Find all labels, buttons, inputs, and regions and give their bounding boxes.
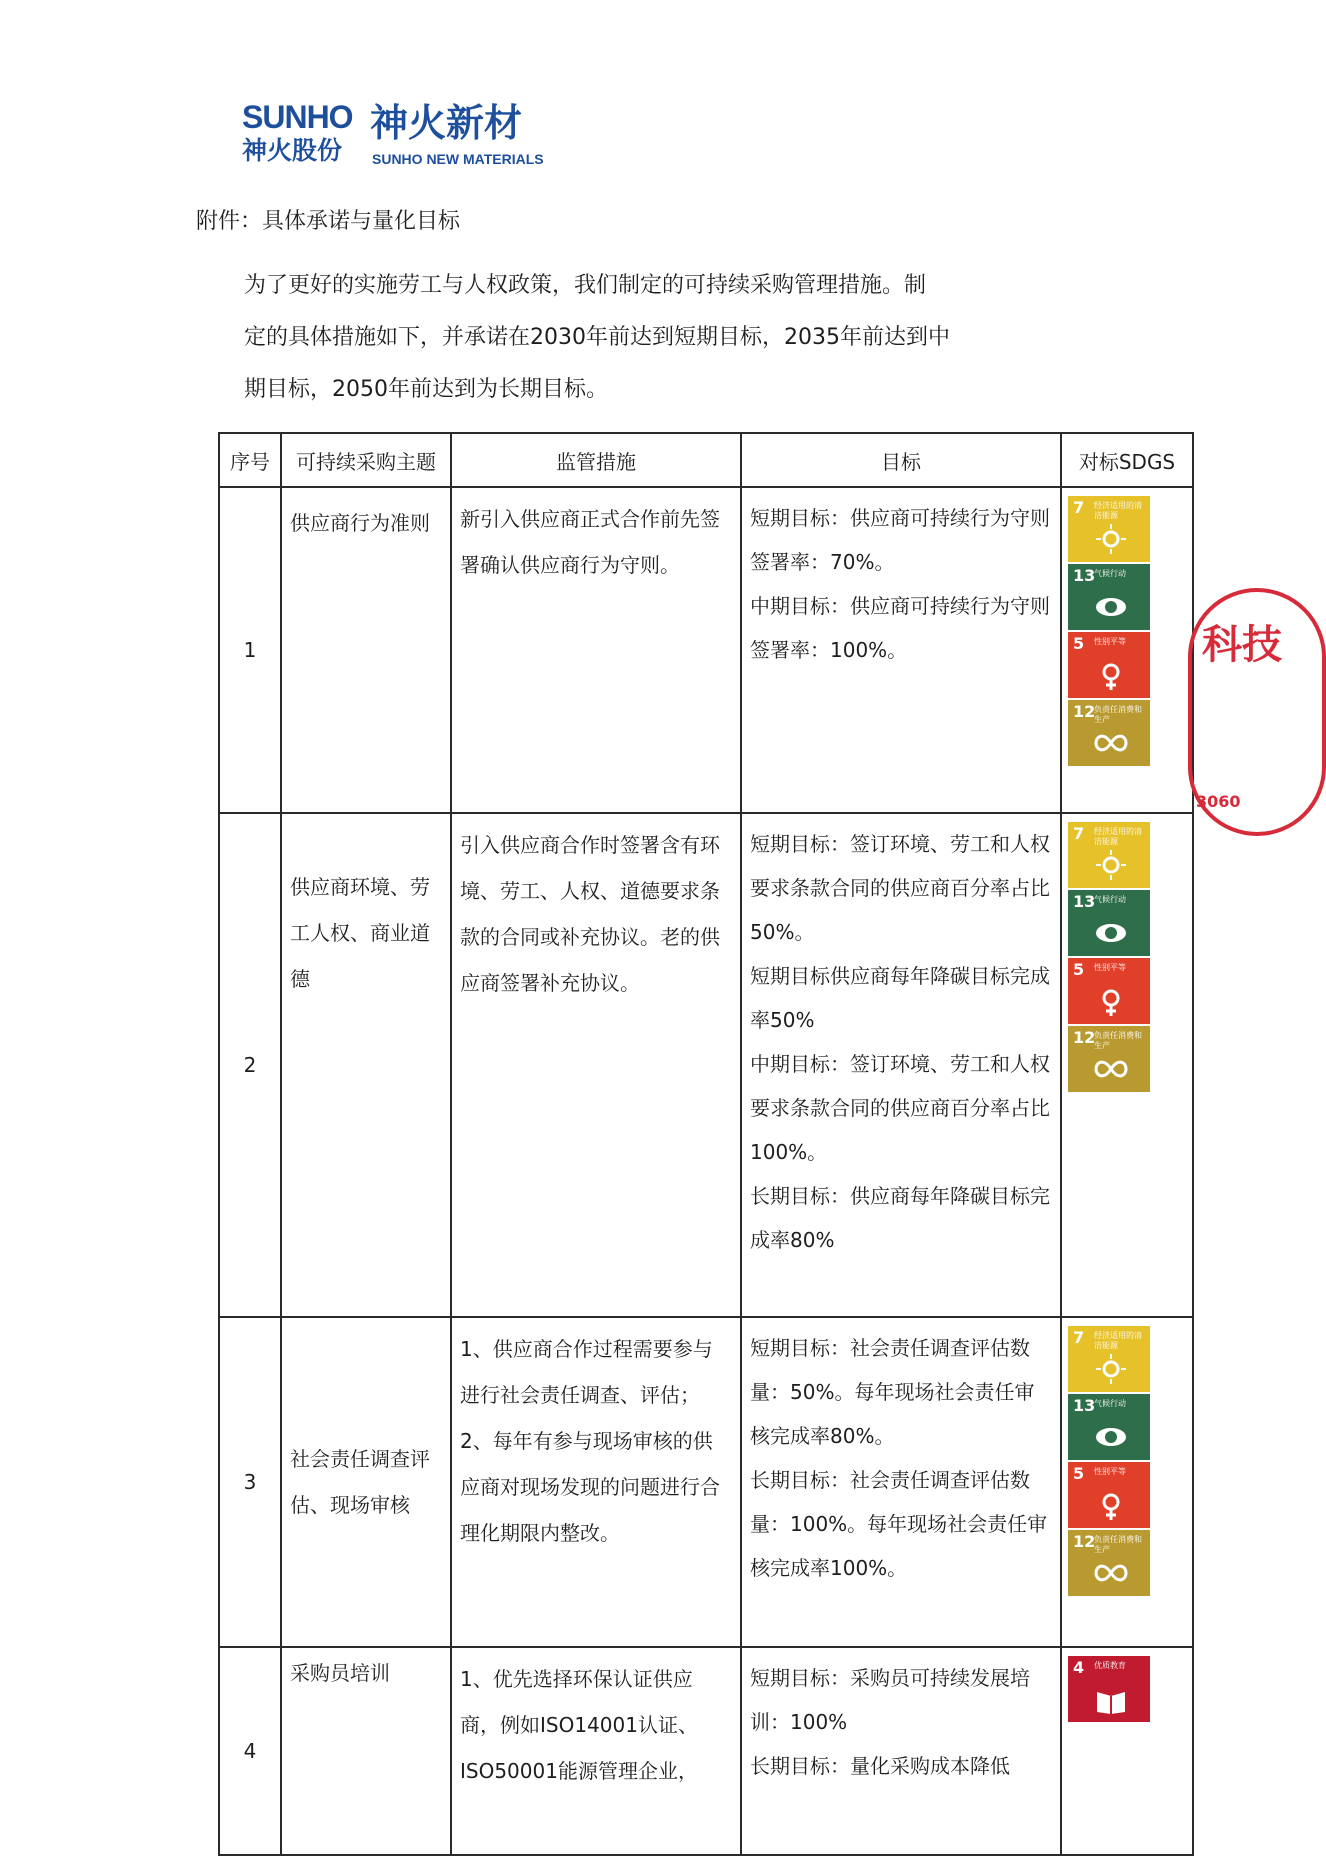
sdg-label: 性别平等: [1094, 963, 1126, 972]
sdg-label: 气候行动: [1094, 1399, 1126, 1408]
sdg-label: 经济适用的清洁能源: [1094, 1331, 1142, 1350]
row-sdgs: [1061, 1317, 1193, 1647]
intro-paragraph: [244, 260, 1084, 416]
sdg-13-icon: 13 气候行动: [1068, 890, 1150, 956]
header-no: 序号: [219, 433, 281, 487]
goal-item: 长期目标：量化采购成本降低: [750, 1754, 1010, 1778]
header-measures: 监管措施: [451, 433, 741, 487]
measure-item: 1、供应商合作过程需要参与进行社会责任调查、评估；: [460, 1337, 713, 1407]
row-goals: [741, 487, 1061, 813]
row-measures: [451, 813, 741, 1317]
company-seal: [1188, 560, 1282, 840]
sdg-label: 气候行动: [1094, 569, 1126, 578]
row-sdgs: [1061, 487, 1193, 813]
sdg-13-icon: 13 气候行动: [1068, 1394, 1150, 1460]
measure-item: 1、优先选择环保认证供应商，例如ISO14001认证、ISO50001能源管理企业，: [460, 1667, 698, 1783]
goal-item: 短期目标：供应商可持续行为守则签署率：70%。: [750, 506, 1050, 574]
goal-item: 短期目标：采购员可持续发展培训：100%: [750, 1666, 1030, 1734]
goal-item: 长期目标：社会责任调查评估数量：100%。每年现场社会责任审核完成率100%。: [750, 1468, 1048, 1580]
row-no: 2: [219, 813, 281, 1317]
sdg-label: 负责任消费和生产: [1094, 1031, 1142, 1050]
sdg-7-icon: 7 经济适用的清洁能源: [1068, 1326, 1150, 1392]
goal-item: 短期目标供应商每年降碳目标完成率50%: [750, 964, 1050, 1032]
row-no: 3: [219, 1317, 281, 1647]
sdg-13-icon: 13 气候行动: [1068, 564, 1150, 630]
sdg-7-icon: 7 经济适用的清洁能源: [1068, 822, 1150, 888]
logo-cn-name: 神火新材: [370, 101, 523, 145]
sdg-7-icon: 7 经济适用的清洁能源: [1068, 496, 1150, 562]
row-sdgs: [1061, 1647, 1193, 1855]
sdg-label: 优质教育: [1094, 1661, 1126, 1670]
sdg-label: 负责任消费和生产: [1094, 705, 1142, 724]
row-no: 4: [219, 1647, 281, 1855]
measure-item: 引入供应商合作时签署含有环境、劳工、人权、道德要求条款的合同或补充协议。老的供应商签署补充协议。: [460, 833, 720, 995]
sdg-label: 经济适用的清洁能源: [1094, 827, 1142, 846]
procurement-table: [218, 432, 1194, 1856]
table-row: [219, 813, 1193, 1317]
logo-en-short: SUNHO: [242, 99, 353, 135]
row-goals: [741, 1647, 1061, 1855]
header-goals: 目标: [741, 433, 1061, 487]
row-theme: 采购员培训: [281, 1647, 451, 1855]
goal-item: 短期目标：签订环境、劳工和人权要求条款合同的供应商百分率占比50%。: [750, 832, 1050, 944]
row-theme: 供应商环境、劳工人权、商业道德: [281, 813, 451, 1317]
sdg-label: 性别平等: [1094, 1467, 1126, 1476]
header-theme: 可持续采购主题: [281, 433, 451, 487]
sdg-label: 经济适用的清洁能源: [1094, 501, 1142, 520]
goal-item: 短期目标：社会责任调查评估数量：50%。每年现场社会责任审核完成率80%。: [750, 1336, 1035, 1448]
table-header-row: [219, 433, 1193, 487]
row-theme: 供应商行为准则: [281, 487, 451, 813]
table-row: [219, 1647, 1193, 1855]
row-goals: [741, 1317, 1061, 1647]
sdg-12-icon: 12 负责任消费和生产: [1068, 700, 1150, 766]
table-row: [219, 487, 1193, 813]
sdg-12-icon: 12 负责任消费和生产: [1068, 1026, 1150, 1092]
intro-line-2: 定的具体措施如下，并承诺在2030年前达到短期目标，2035年前达到中: [244, 325, 950, 350]
goal-item: 中期目标：签订环境、劳工和人权要求条款合同的供应商百分率占比100%。: [750, 1052, 1050, 1164]
sdg-label: 性别平等: [1094, 637, 1126, 646]
sdg-5-icon: 5 性别平等: [1068, 958, 1150, 1024]
row-theme: 社会责任调查评估、现场审核: [281, 1317, 451, 1647]
header-sdgs: 对标SDGS: [1061, 433, 1193, 487]
row-measures: [451, 1317, 741, 1647]
sdg-label: 气候行动: [1094, 895, 1126, 904]
sdg-12-icon: 12 负责任消费和生产: [1068, 1530, 1150, 1596]
row-measures: [451, 1647, 741, 1855]
sdg-5-icon: 5 性别平等: [1068, 1462, 1150, 1528]
row-sdgs: [1061, 813, 1193, 1317]
logo-cn-short: 神火股份: [242, 136, 343, 165]
seal-number: 3060: [1196, 792, 1241, 811]
table-row: [219, 1317, 1193, 1647]
seal-text: 科技: [1202, 622, 1282, 668]
intro-line-3: 期目标，2050年前达到为长期目标。: [244, 377, 608, 402]
intro-line-1: 为了更好的实施劳工与人权政策，我们制定的可持续采购管理措施。制: [244, 273, 927, 298]
row-measures: [451, 487, 741, 813]
goal-item: 长期目标：供应商每年降碳目标完成率80%: [750, 1184, 1050, 1252]
attachment-title: 附件：具体承诺与量化目标: [196, 209, 461, 234]
goal-item: 中期目标：供应商可持续行为守则签署率：100%。: [750, 594, 1050, 662]
measure-item: 新引入供应商正式合作前先签署确认供应商行为守则。: [460, 507, 720, 577]
sdg-5-icon: 5 性别平等: [1068, 632, 1150, 698]
row-no: 1: [219, 487, 281, 813]
row-goals: [741, 813, 1061, 1317]
sdg-4-icon: 4 优质教育: [1068, 1656, 1150, 1722]
sdg-label: 负责任消费和生产: [1094, 1535, 1142, 1554]
measure-item: 2、每年有参与现场审核的供应商对现场发现的问题进行合理化期限内整改。: [460, 1429, 720, 1545]
logo-en-name: SUNHO NEW MATERIALS: [372, 151, 544, 167]
